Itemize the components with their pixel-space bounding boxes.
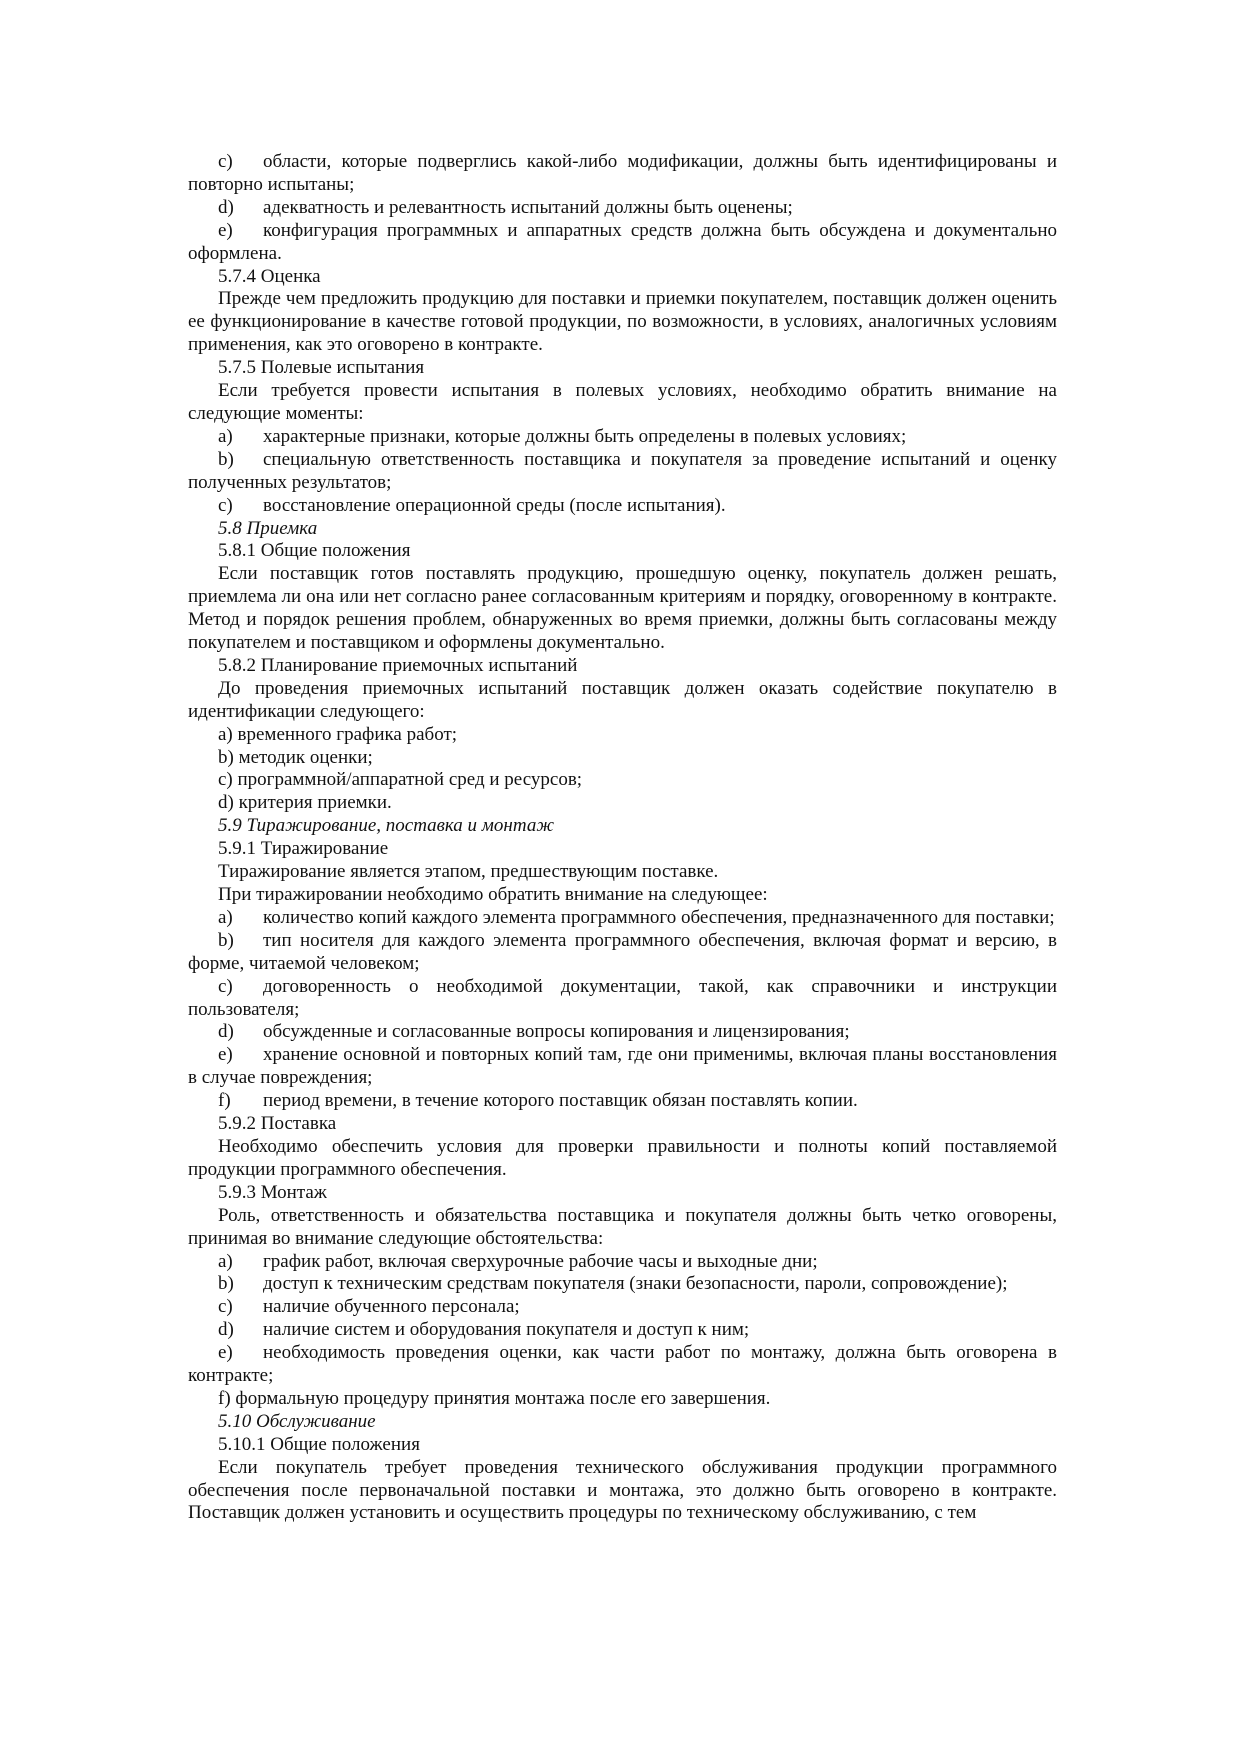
list-item-text: тип носителя для каждого элемента программного обеспечения, включая формат и версию, в форме, читаемой человеком;	[188, 929, 1057, 974]
paragraph: Роль, ответственность и обязательства поставщика и покупателя должны быть четко оговорены, принимая во внимание следующие обстоятельства:	[188, 1204, 1057, 1249]
list-item: b) методик оценки;	[218, 746, 373, 768]
list-item-text: конфигурация программных и аппаратных средств должна быть обсуждена и документально оформлена.	[188, 219, 1057, 264]
list-item-text: наличие систем и оборудования покупателя и доступ к ним;	[263, 1319, 750, 1341]
list-marker: c)	[218, 975, 233, 997]
list-item	[188, 1296, 1057, 1319]
list-marker: f)	[218, 1090, 231, 1112]
section-heading: 5.9.1 Тиражирование	[218, 838, 389, 860]
list-marker: c)	[218, 494, 233, 516]
list-marker: d)	[218, 196, 234, 218]
list-item-text: необходимость проведения оценки, как части работ по монтажу, должна быть оговорена в контракте;	[188, 1342, 1057, 1387]
list-marker: c)	[218, 1296, 233, 1318]
list-item	[188, 495, 1057, 518]
paragraph: Если поставщик готов поставлять продукцию, прошедшую оценку, покупатель должен решать, приемлема ли она или нет согласно ранее согласованным критериям и порядку, оговоренному в контракте. Метод и порядок решения проблем, обнаруженных во время приемки, должны быть согласованы между покупателем и поставщиком и оформлены документально.	[188, 563, 1057, 654]
list-item-text: количество копий каждого элемента программного обеспечения, предназначенного для поставки;	[263, 906, 1055, 928]
section-heading: 5.9.3 Монтаж	[218, 1181, 327, 1203]
list-marker: a)	[218, 1250, 233, 1272]
list-item-text: адекватность и релевантность испытаний должны быть оценены;	[263, 196, 793, 218]
list-marker: e)	[218, 219, 233, 241]
list-item-text: восстановление операционной среды (после испытания).	[263, 494, 726, 516]
list-item	[188, 1021, 1057, 1044]
list-item: c) программной/аппаратной сред и ресурсов;	[218, 769, 583, 791]
list-item	[188, 1044, 1057, 1090]
section-heading: 5.9 Тиражирование, поставка и монтаж	[218, 815, 554, 837]
paragraph: Если покупатель требует проведения технического обслуживания продукции программного обеспечения после первоначальной поставки и монтажа, это должно быть оговорено в контракте. Поставщик должен установить и осуществить процедуры по техническому обслуживанию, с тем	[188, 1456, 1057, 1524]
section-heading: 5.9.2 Поставка	[218, 1113, 337, 1135]
list-item	[188, 1090, 1057, 1113]
section-heading: 5.8 Приемка	[218, 517, 318, 539]
list-marker: d)	[218, 1319, 234, 1341]
list-item	[188, 197, 1057, 220]
list-marker: a)	[218, 425, 233, 447]
list-item: d) критерия приемки.	[218, 792, 392, 814]
paragraph: При тиражировании необходимо обратить внимание на следующее:	[218, 884, 768, 905]
list-item-text: характерные признаки, которые должны быть определены в полевых условиях;	[263, 425, 907, 447]
list-marker: b)	[218, 1273, 234, 1295]
section-heading: 5.10 Обслуживание	[218, 1410, 376, 1432]
list-item	[188, 220, 1057, 266]
list-item	[188, 426, 1057, 449]
list-marker: e)	[218, 1044, 233, 1066]
list-item	[188, 1273, 1057, 1296]
list-item	[188, 1251, 1057, 1274]
list-item-text: обсужденные и согласованные вопросы копирования и лицензирования;	[263, 1021, 850, 1043]
list-item-text: хранение основной и повторных копий там, где они применимы, включая планы восстановления в случае повреждения;	[188, 1044, 1057, 1089]
paragraph: Прежде чем предложить продукцию для поставки и приемки покупателем, поставщик должен оценить ее функционирование в качестве готовой продукции, по возможности, в условиях, аналогичных условиям применения, как это оговорено в контракте.	[188, 288, 1057, 356]
list-item-text: области, которые подверглись какой-либо модификации, должны быть идентифицированы и повторно испытаны;	[188, 151, 1057, 195]
paragraph: Необходимо обеспечить условия для проверки правильности и полноты копий поставляемой продукции программного обеспечения.	[188, 1135, 1057, 1180]
paragraph: Если требуется провести испытания в полевых условиях, необходимо обратить внимание на следующие моменты:	[188, 380, 1057, 424]
list-item-text: период времени, в течение которого поставщик обязан поставлять копии.	[263, 1090, 858, 1112]
list-marker: b)	[218, 929, 234, 951]
list-item	[188, 1319, 1057, 1342]
list-item-text: наличие обученного персонала;	[263, 1296, 520, 1318]
list-item	[188, 976, 1057, 1022]
list-item	[188, 1342, 1057, 1388]
list-item	[188, 907, 1057, 930]
paragraph: До проведения приемочных испытаний поставщик должен оказать содействие покупателю в идентификации следующего:	[188, 677, 1057, 722]
list-item	[188, 449, 1057, 495]
list-item-text: доступ к техническим средствам покупателя (знаки безопасности, пароли, сопровождение);	[263, 1273, 1008, 1295]
list-marker: b)	[218, 448, 234, 470]
list-item	[188, 151, 1057, 197]
list-marker: c)	[218, 151, 233, 172]
list-marker: e)	[218, 1342, 233, 1364]
list-item: f) формальную процедуру принятия монтажа после его завершения.	[218, 1387, 771, 1409]
document-page	[188, 151, 1057, 1525]
section-heading: 5.8.2 Планирование приемочных испытаний	[218, 654, 578, 676]
list-item-text: график работ, включая сверхурочные рабочие часы и выходные дни;	[263, 1250, 818, 1272]
list-item-text: договоренность о необходимой документации, такой, как справочники и инструкции пользователя;	[188, 975, 1057, 1020]
paragraph: Тиражирование является этапом, предшествующим поставке.	[218, 861, 719, 883]
section-heading: 5.10.1 Общие положения	[218, 1433, 420, 1455]
section-heading: 5.7.5 Полевые испытания	[218, 357, 425, 379]
section-heading: 5.7.4 Оценка	[218, 265, 321, 287]
list-item-text: специальную ответственность поставщика и покупателя за проведение испытаний и оценку полученных результатов;	[188, 448, 1057, 493]
list-marker: d)	[218, 1021, 234, 1043]
section-heading: 5.8.1 Общие положения	[218, 540, 411, 562]
list-marker: a)	[218, 906, 233, 928]
list-item	[188, 930, 1057, 976]
list-item: a) временного графика работ;	[218, 723, 458, 745]
